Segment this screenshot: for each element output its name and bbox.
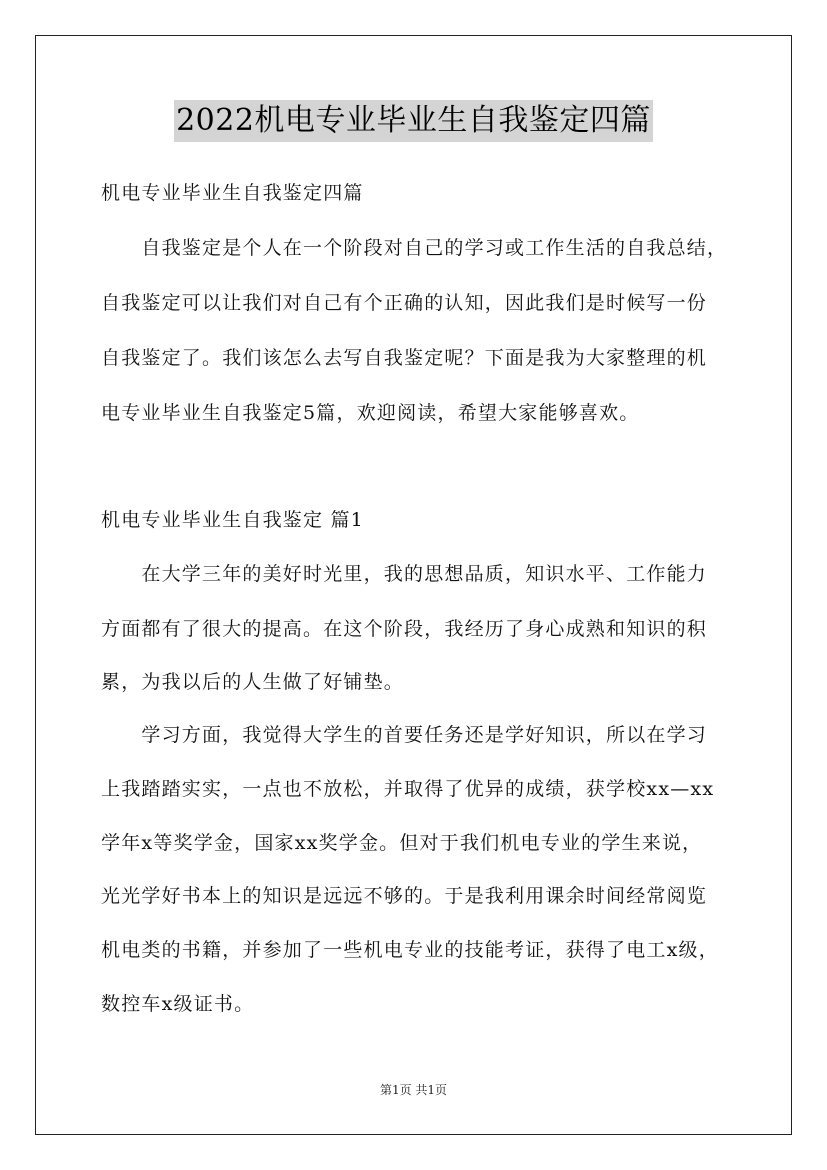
page-number: 第1页 共1页 (379, 1083, 448, 1097)
paragraph-line: 上我踏踏实实，一点也不放松，并取得了优异的成绩，获学校xx—xx (101, 778, 715, 800)
title-container (0, 100, 827, 142)
paragraph-line: 数控车x级证书。 (101, 993, 255, 1015)
paragraph-line: 自我鉴定是个人在一个阶段对自己的学习或工作生活的自我总结， (101, 237, 728, 259)
paragraph-line: 累，为我以后的人生做了好铺垫。 (101, 671, 405, 693)
section-heading: 机电专业毕业生自我鉴定 篇1 (101, 509, 364, 531)
paragraph-line: 电专业毕业生自我鉴定5篇，欢迎阅读，希望大家能够喜欢。 (101, 402, 640, 424)
paragraph-line: 在大学三年的美好时光里，我的思想品质，知识水平、工作能力 (101, 563, 708, 585)
paragraph-line: 光光学好书本上的知识是远远不够的。于是我利用课余时间经常阅览 (101, 885, 708, 907)
paragraph-line: 机电类的书籍，并参加了一些机电专业的技能考证，获得了电工x级， (101, 939, 719, 961)
section-heading: 机电专业毕业生自我鉴定四篇 (101, 182, 364, 204)
paragraph-line: 学习方面，我觉得大学生的首要任务还是学好知识，所以在学习 (101, 724, 708, 746)
paragraph-line: 方面都有了很大的提高。在这个阶段，我经历了身心成熟和知识的积 (101, 618, 708, 640)
document-title: 2022机电专业毕业生自我鉴定四篇 (174, 100, 653, 142)
paragraph-line: 学年x等奖学金，国家xx奖学金。但对于我们机电专业的学生来说， (101, 832, 703, 854)
paragraph-line: 自我鉴定了。我们该怎么去写自我鉴定呢？下面是我为大家整理的机 (101, 347, 708, 369)
paragraph-line: 自我鉴定可以让我们对自己有个正确的认知，因此我们是时候写一份 (101, 292, 708, 314)
